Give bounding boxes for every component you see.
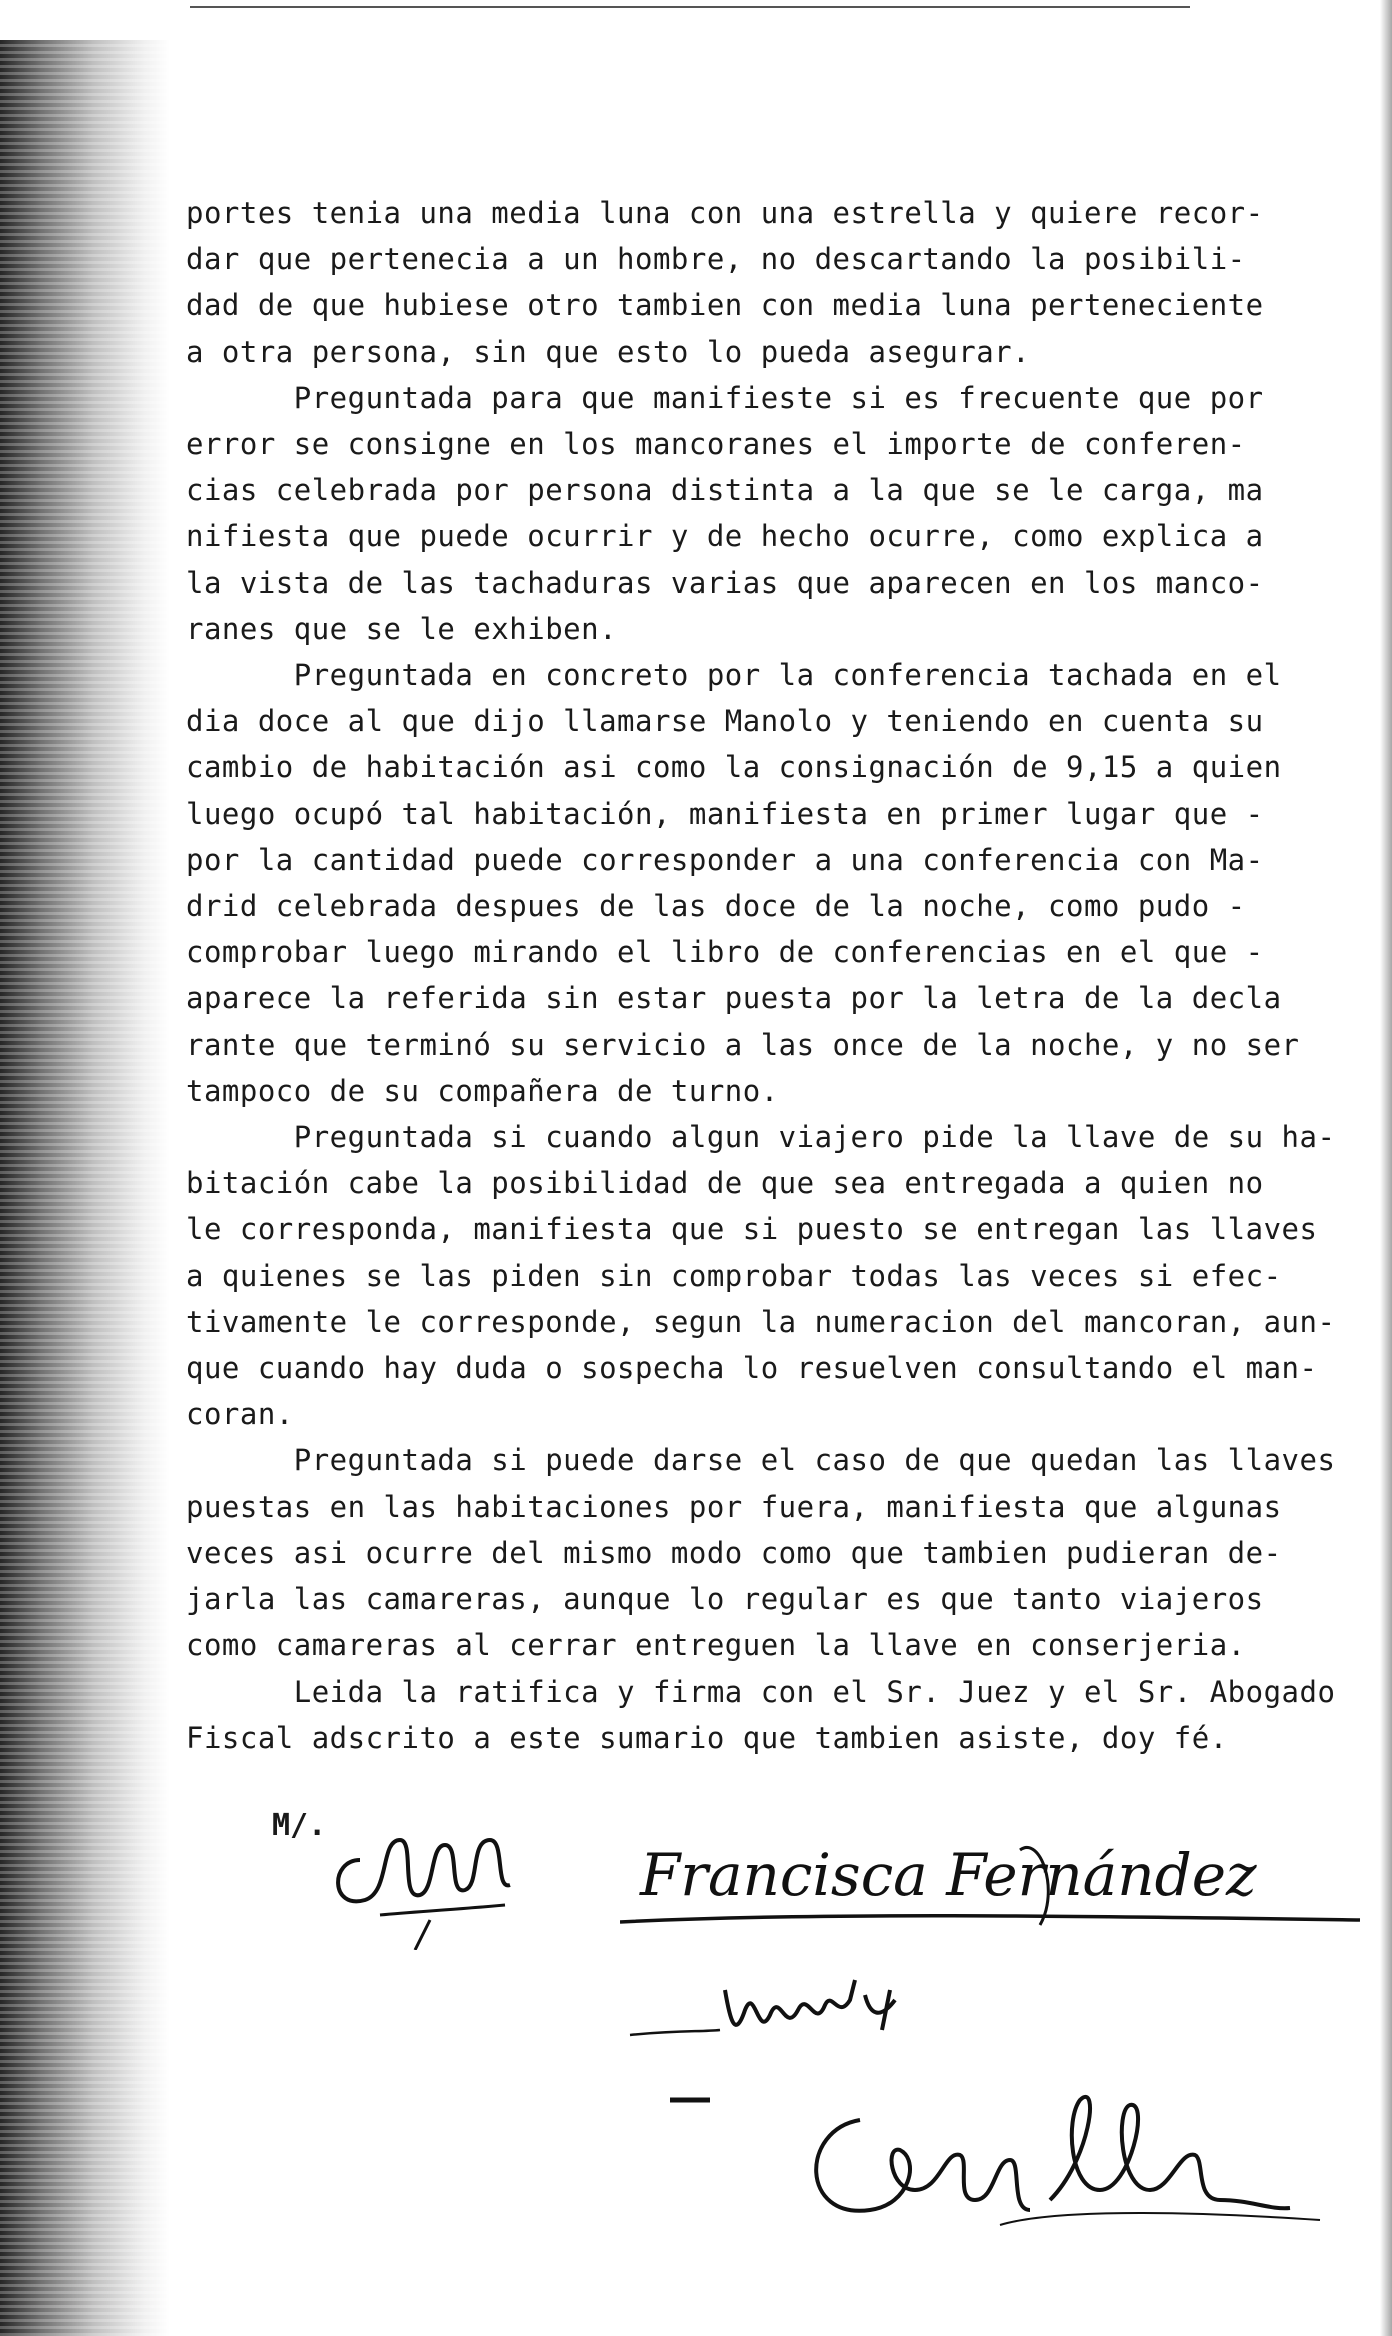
top-rule [190,6,1190,8]
text-line: le corresponda, manifiesta que si puesto se entregan las llaves [186,1212,1318,1247]
text-line: como camareras al cerrar entreguen la llave en conserjeria. [186,1628,1246,1663]
text-line: Preguntada si puede darse el caso de que quedan las llaves [186,1443,1336,1478]
text-line: puestas en las habitaciones por fuera, manifiesta que algunas [186,1489,1282,1524]
text-line: aparece la referida sin estar puesta por la letra de la decla [186,981,1282,1016]
text-line: tampoco de su compañera de turno. [186,1073,779,1108]
text-line: nifiesta que puede ocurrir y de hecho ocurre, como explica a [186,519,1264,554]
signature-declarant-icon [620,1830,1380,1940]
text-line: bitación cabe la posibilidad de que sea entregada a quien no [186,1166,1264,1201]
text-line: tivamente le corresponde, segun la numeracion del mancoran, aun- [186,1304,1336,1339]
text-line: Preguntada en concreto por la conferencia tachada en el [186,658,1282,693]
text-line: Fiscal adscrito a este sumario que tambien asiste, doy fé. [186,1720,1228,1755]
signature-declarant-text: Francisca Fernández [640,1841,1257,1909]
text-line: dad de que hubiese otro tambien con media luna perteneciente [186,288,1264,323]
scan-shadow-left [0,40,170,2336]
text-line: luego ocupó tal habitación, manifiesta en primer lugar que - [186,796,1264,831]
text-line: cias celebrada por persona distinta a la que se le carga, ma [186,473,1264,508]
text-line: a quienes se las piden sin comprobar todas las veces si efec- [186,1258,1282,1293]
text-line: ranes que se le exhiben. [186,611,618,646]
text-line: veces asi ocurre del mismo modo como que tambien pudieran de- [186,1535,1282,1570]
scan-shadow-right [1380,0,1392,2336]
signature-mark: M/. [272,1808,327,1843]
text-line: cambio de habitación asi como la consignación de 9,15 a quien [186,750,1282,785]
text-line: Preguntada si cuando algun viajero pide la llave de su ha- [186,1120,1336,1155]
text-line: rante que terminó su servicio a las once de la noche, y no ser [186,1027,1300,1062]
text-line: a otra persona, sin que esto lo pueda asegurar. [186,334,1031,369]
text-line: jarla las camareras, aunque lo regular es que tanto viajeros [186,1582,1264,1617]
text-line: Leida la ratifica y firma con el Sr. Juez y el Sr. Abogado [186,1674,1336,1709]
text-line: error se consigne en los mancoranes el importe de conferen- [186,427,1246,462]
text-line: la vista de las tachaduras varias que aparecen en los manco- [186,565,1264,600]
text-line: que cuando hay duda o sospecha lo resuelven consultando el man- [186,1351,1318,1386]
text-line: portes tenia una media luna con una estrella y quiere recor- [186,196,1264,230]
text-line: comprobar luego mirando el libro de conferencias en el que - [186,935,1264,970]
text-line: dia doce al que dijo llamarse Manolo y teniendo en cuenta su [186,704,1264,739]
signature-judge-icon [320,1800,520,1950]
text-line: dar que pertenecia a un hombre, no descartando la posibili- [186,242,1246,277]
text-line: Preguntada para que manifieste si es frecuente que por [186,380,1264,415]
text-line: drid celebrada despues de las doce de la noche, como pudo - [186,889,1246,924]
text-line: coran. [186,1397,294,1432]
document-body [186,190,1376,1761]
signature-fiscal-icon [620,1960,1040,2070]
text-line: por la cantidad puede corresponder a una conferencia con Ma- [186,842,1264,877]
signature-secretary-icon [650,2060,1330,2240]
